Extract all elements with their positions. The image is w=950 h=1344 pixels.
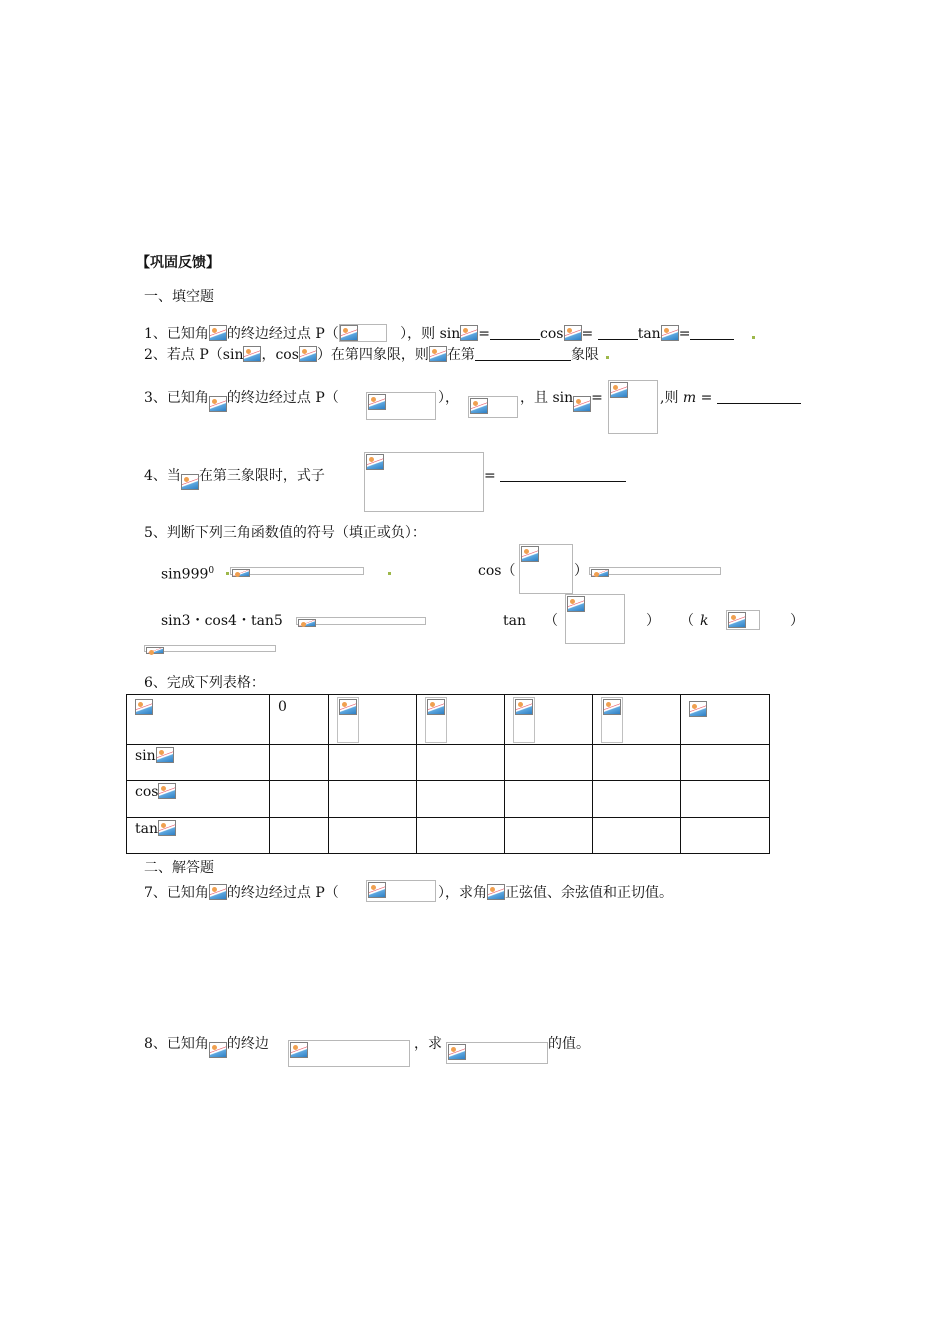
formula-frame: [288, 1040, 410, 1067]
table-cell[interactable]: [270, 818, 329, 854]
table-cell[interactable]: [417, 818, 505, 854]
table-cell[interactable]: [270, 781, 329, 818]
formula-image-icon: [368, 394, 386, 410]
q5-product: sin3・cos4・tan5: [161, 613, 283, 629]
row-label-cos: cos: [135, 783, 176, 800]
formula-image-icon: [460, 325, 478, 341]
formula-frame: [601, 697, 623, 743]
formula-image-icon: [610, 382, 628, 398]
answer-frame[interactable]: [230, 567, 364, 575]
formula-image-icon: [135, 699, 153, 715]
formula-image-icon: [181, 474, 199, 490]
q5-paren-open: （: [544, 613, 558, 629]
speck: [226, 572, 229, 575]
q5-cos: cos（: [478, 563, 516, 579]
formula-image-icon: [470, 398, 488, 414]
table-cell[interactable]: [681, 745, 770, 781]
question-4: 4、当 在第三象限时，式子: [144, 467, 325, 490]
question-7-rest: ），求角 正弦值、余弦值和正切值。: [438, 885, 673, 901]
formula-frame: [726, 610, 760, 630]
formula-image-icon: [573, 396, 591, 412]
table-cell[interactable]: [593, 781, 681, 818]
q5-k: k: [700, 613, 709, 629]
formula-image-icon: [427, 699, 445, 715]
formula-image-icon: [290, 1042, 308, 1058]
formula-image-icon: [340, 325, 358, 341]
q8-tail: 的值。: [548, 1036, 590, 1052]
q5-cos-close: ）: [574, 563, 588, 579]
q5-paren-close: ）: [646, 613, 660, 629]
formula-frame: [339, 324, 387, 342]
table-cell[interactable]: [593, 745, 681, 781]
question-5-title: 5、判断下列三角函数值的符号（填正或负）：: [144, 525, 426, 541]
q8-ask: ，求: [414, 1036, 442, 1052]
table-cell[interactable]: [505, 818, 593, 854]
q5-k-close: ）: [790, 613, 804, 629]
table-row: [127, 781, 770, 818]
question-8: 8、已知角 的终边: [144, 1035, 269, 1058]
section-answer: 二、解答题: [144, 860, 214, 876]
table-cell[interactable]: [329, 745, 417, 781]
formula-image-icon: [209, 325, 227, 341]
formula-image-icon: [567, 596, 585, 612]
answer-blank[interactable]: [598, 325, 638, 340]
question-2: 2、若点 P（sin ，cos ）在第四象限，则 在第 象限: [144, 347, 599, 363]
q3-paren: ），: [438, 390, 459, 406]
formula-frame: [337, 697, 359, 743]
table-header-row: [127, 695, 770, 745]
table-cell[interactable]: [329, 781, 417, 818]
speck: [388, 572, 391, 575]
table-cell[interactable]: [505, 781, 593, 818]
q3-result: ,则 m =: [660, 389, 801, 407]
question-7: 7、已知角 的终边经过点 P（: [144, 885, 339, 901]
table-cell[interactable]: [681, 818, 770, 854]
q5-sin999: $\sin 999^0$: [161, 566, 215, 583]
formula-image-icon: [368, 882, 386, 898]
formula-frame: [425, 697, 447, 743]
table-row: [127, 745, 770, 781]
formula-image-icon: [209, 396, 227, 412]
formula-image-icon: [591, 569, 609, 577]
answer-blank[interactable]: [690, 325, 734, 340]
formula-image-icon: [298, 619, 316, 627]
table-cell[interactable]: [681, 781, 770, 818]
formula-frame: [513, 697, 535, 743]
answer-frame[interactable]: [144, 645, 276, 652]
q5-tan: tan: [503, 613, 526, 629]
q5-k-open: （: [680, 613, 694, 629]
formula-image-icon: [146, 647, 164, 654]
values-table: [126, 694, 770, 854]
formula-frame: [468, 396, 518, 418]
speck: [606, 356, 609, 359]
answer-blank[interactable]: [717, 389, 801, 404]
formula-image-icon: [603, 699, 621, 715]
formula-frame: [608, 380, 658, 434]
formula-image-icon: [429, 346, 447, 362]
formula-frame: [446, 1042, 548, 1064]
table-row: [127, 818, 770, 854]
formula-frame: [366, 880, 436, 902]
formula-image-icon: [243, 346, 261, 362]
answer-blank[interactable]: [500, 467, 626, 482]
formula-frame: [364, 452, 484, 512]
table-cell[interactable]: [329, 818, 417, 854]
formula-frame: [519, 544, 573, 594]
feedback-heading: 【巩固反馈】: [136, 255, 220, 271]
formula-image-icon: [209, 1042, 227, 1058]
formula-image-icon: [661, 325, 679, 341]
answer-frame[interactable]: [296, 617, 426, 625]
speck: [752, 336, 755, 339]
formula-image-icon: [564, 325, 582, 341]
formula-image-icon: [209, 884, 227, 900]
section-fill-in: 一、填空题: [144, 289, 214, 305]
formula-image-icon: [521, 546, 539, 562]
q4-equals: =: [484, 467, 626, 485]
question-6-title: 6、完成下列表格：: [144, 675, 265, 691]
formula-image-icon: [158, 783, 176, 799]
row-label-sin: sin: [135, 747, 174, 764]
question-3: 3、已知角 的终边经过点 P（: [144, 389, 339, 412]
answer-blank[interactable]: [475, 346, 571, 361]
formula-image-icon: [299, 346, 317, 362]
q3-condition: ，且 sin =: [520, 389, 603, 412]
table-cell[interactable]: [270, 745, 329, 781]
formula-frame: [565, 594, 625, 644]
formula-image-icon: [448, 1044, 466, 1060]
formula-frame: [366, 392, 436, 420]
table-cell[interactable]: [505, 745, 593, 781]
answer-frame[interactable]: [589, 567, 721, 575]
formula-image-icon: [689, 701, 707, 717]
formula-image-icon: [728, 612, 746, 628]
table-header-zero: 0: [278, 699, 287, 715]
formula-image-icon: [487, 884, 505, 900]
table-cell[interactable]: [417, 781, 505, 818]
formula-image-icon: [232, 569, 250, 577]
formula-image-icon: [515, 699, 533, 715]
question-1: 1、已知角 的终边经过点 P（ ），则 sin = cos = tan =: [144, 324, 734, 343]
table-cell[interactable]: [417, 745, 505, 781]
answer-blank[interactable]: [490, 325, 540, 340]
formula-image-icon: [339, 699, 357, 715]
formula-image-icon: [158, 820, 176, 836]
row-label-tan: tan: [135, 820, 176, 837]
formula-image-icon: [156, 747, 174, 763]
formula-image-icon: [366, 454, 384, 470]
table-cell[interactable]: [593, 818, 681, 854]
